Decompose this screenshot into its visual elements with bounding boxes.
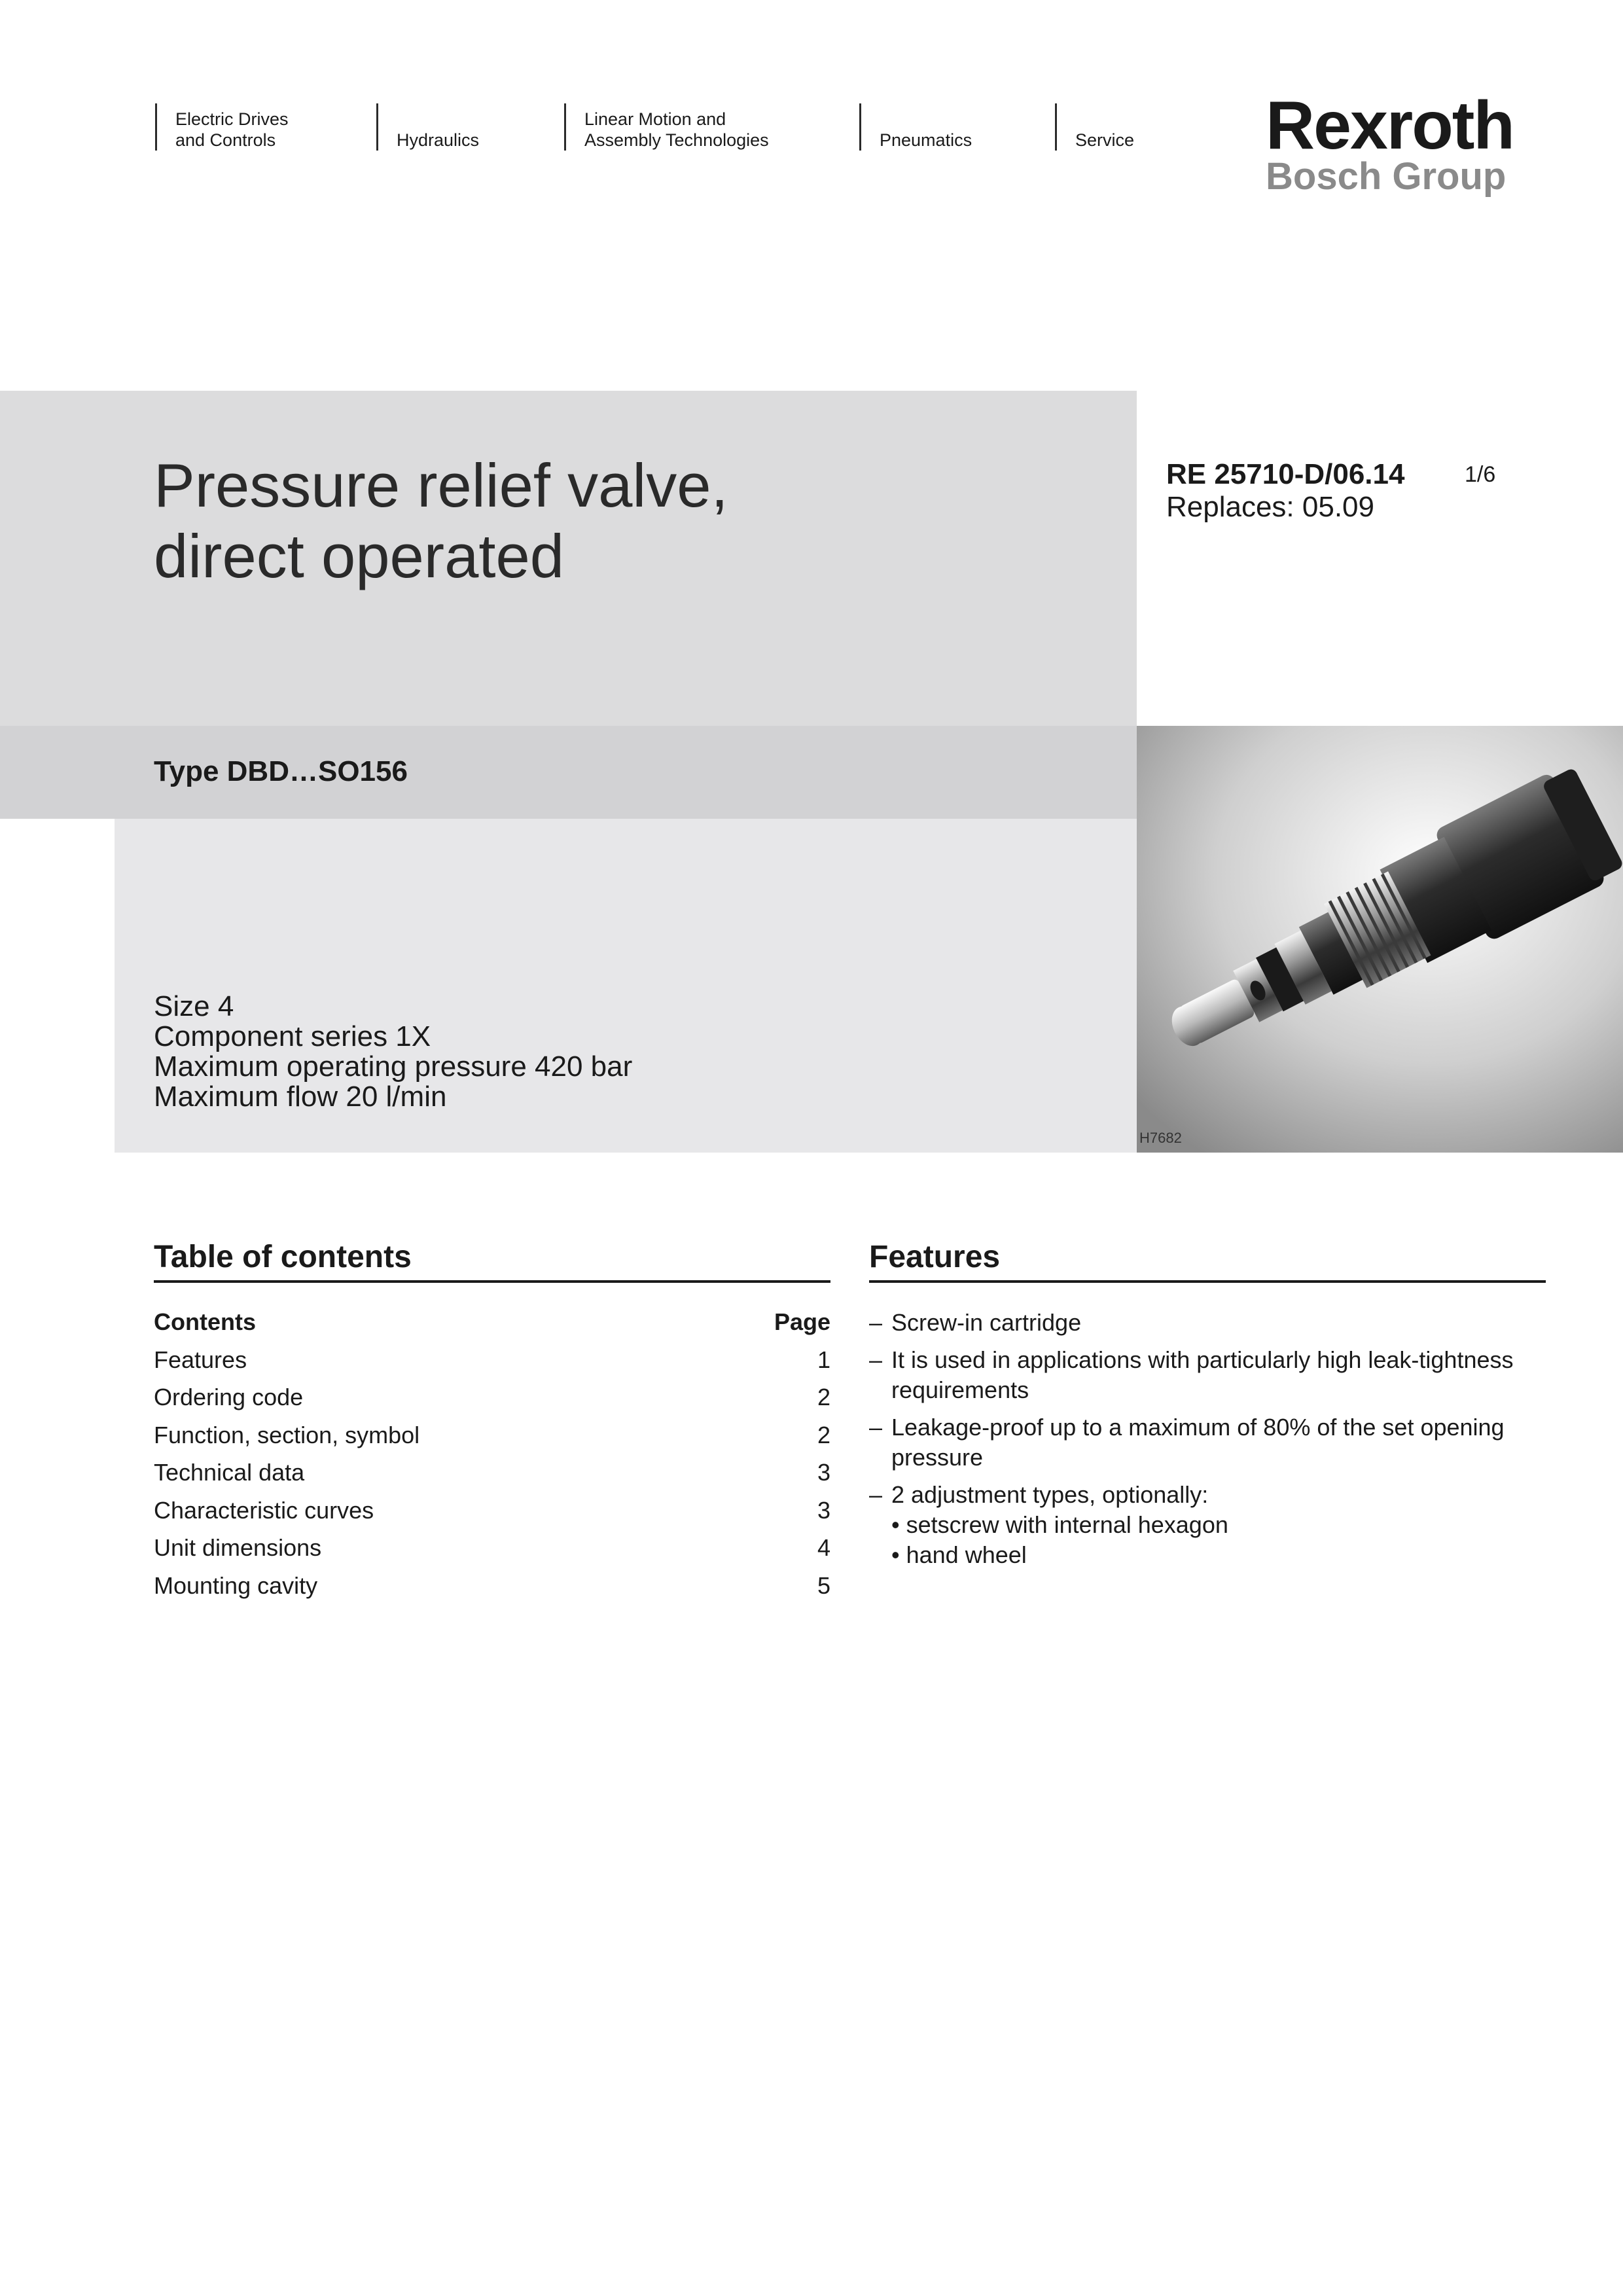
photo-id: H7682 [1139, 1130, 1182, 1146]
dash-marker: – [869, 1481, 883, 1508]
nav-hydraulics[interactable] [376, 103, 480, 151]
feature-text: Screw-in cartridge [891, 1309, 1082, 1336]
nav-label: Linear Motion and Assembly Technologies [584, 109, 769, 150]
feature-item [869, 1308, 1550, 1338]
feature-subitem: • hand wheel [891, 1541, 1027, 1568]
nav-label: Pneumatics [880, 130, 972, 150]
toc-row-mounting-cavity[interactable] [154, 1571, 830, 1609]
nav-pneumatics[interactable] [859, 103, 972, 151]
rexroth-logo: Rexroth [1266, 88, 1514, 164]
feature-text: Leakage-proof up to a maximum of 80% of the set opening pressure [891, 1414, 1505, 1471]
toc-rule [154, 1280, 830, 1283]
type-designation: Type DBD…SO156 [154, 755, 408, 787]
page-number: 1/6 [1465, 462, 1496, 487]
toc-row-characteristic-curves[interactable] [154, 1496, 830, 1534]
nav-label: Electric Drives and Controls [175, 109, 289, 150]
toc-label: Characteristic curves [154, 1497, 374, 1524]
spec-size: Size 4 [154, 990, 234, 1022]
toc-page: 1 [817, 1346, 830, 1373]
nav-electric-drives[interactable] [155, 103, 289, 151]
toc-row-technical-data[interactable] [154, 1458, 830, 1496]
toc-header-row [154, 1308, 830, 1346]
replaces-note: Replaces: 05.09 [1166, 491, 1374, 523]
product-photo [1137, 726, 1623, 1153]
feature-subitem: • setscrew with internal hexagon [891, 1511, 1228, 1538]
dash-marker: – [869, 1346, 883, 1373]
toc-label: Features [154, 1346, 247, 1373]
valve-cartridge-image [1137, 726, 1623, 1153]
title-line-2: direct operated [154, 522, 565, 590]
feature-text: It is used in applications with particularly high leak-tightness requirements [891, 1346, 1514, 1403]
toc-page: 5 [817, 1572, 830, 1599]
toc-col-page: Page [774, 1308, 830, 1335]
toc-label: Unit dimensions [154, 1534, 322, 1561]
title-line-1: Pressure relief valve, [154, 451, 728, 520]
spec-flow: Maximum flow 20 l/min [154, 1081, 447, 1113]
toc-page: 3 [817, 1497, 830, 1524]
toc-row-unit-dimensions[interactable] [154, 1534, 830, 1571]
toc-label: Mounting cavity [154, 1572, 318, 1599]
features-heading: Features [869, 1240, 1001, 1274]
toc-page: 2 [817, 1422, 830, 1448]
toc-row-features[interactable] [154, 1346, 830, 1384]
bosch-group-logo: Bosch Group [1266, 155, 1507, 198]
toc-page: 4 [817, 1534, 830, 1561]
toc-label: Technical data [154, 1459, 305, 1486]
nav-linear-motion[interactable] [564, 103, 769, 151]
page-title [154, 450, 728, 592]
spec-series: Component series 1X [154, 1020, 431, 1052]
dash-marker: – [869, 1309, 883, 1336]
dash-marker: – [869, 1414, 883, 1441]
features-rule [869, 1280, 1546, 1283]
nav-service[interactable] [1055, 103, 1135, 151]
feature-item [869, 1480, 1550, 1510]
toc-heading: Table of contents [154, 1240, 412, 1274]
toc-col-contents: Contents [154, 1308, 256, 1335]
feature-item [869, 1345, 1550, 1405]
nav-label: Hydraulics [397, 130, 480, 150]
feature-text: 2 adjustment types, optionally: [891, 1481, 1209, 1508]
toc-row-function[interactable] [154, 1421, 830, 1459]
toc-page: 3 [817, 1459, 830, 1486]
toc-label: Ordering code [154, 1384, 304, 1410]
feature-item [869, 1412, 1550, 1473]
spec-pressure: Maximum operating pressure 420 bar [154, 1050, 633, 1083]
toc-label: Function, section, symbol [154, 1422, 420, 1448]
toc-page: 2 [817, 1384, 830, 1410]
nav-label: Service [1075, 130, 1135, 150]
document-reference: RE 25710-D/06.14 [1166, 458, 1405, 490]
toc-row-ordering-code[interactable] [154, 1383, 830, 1421]
